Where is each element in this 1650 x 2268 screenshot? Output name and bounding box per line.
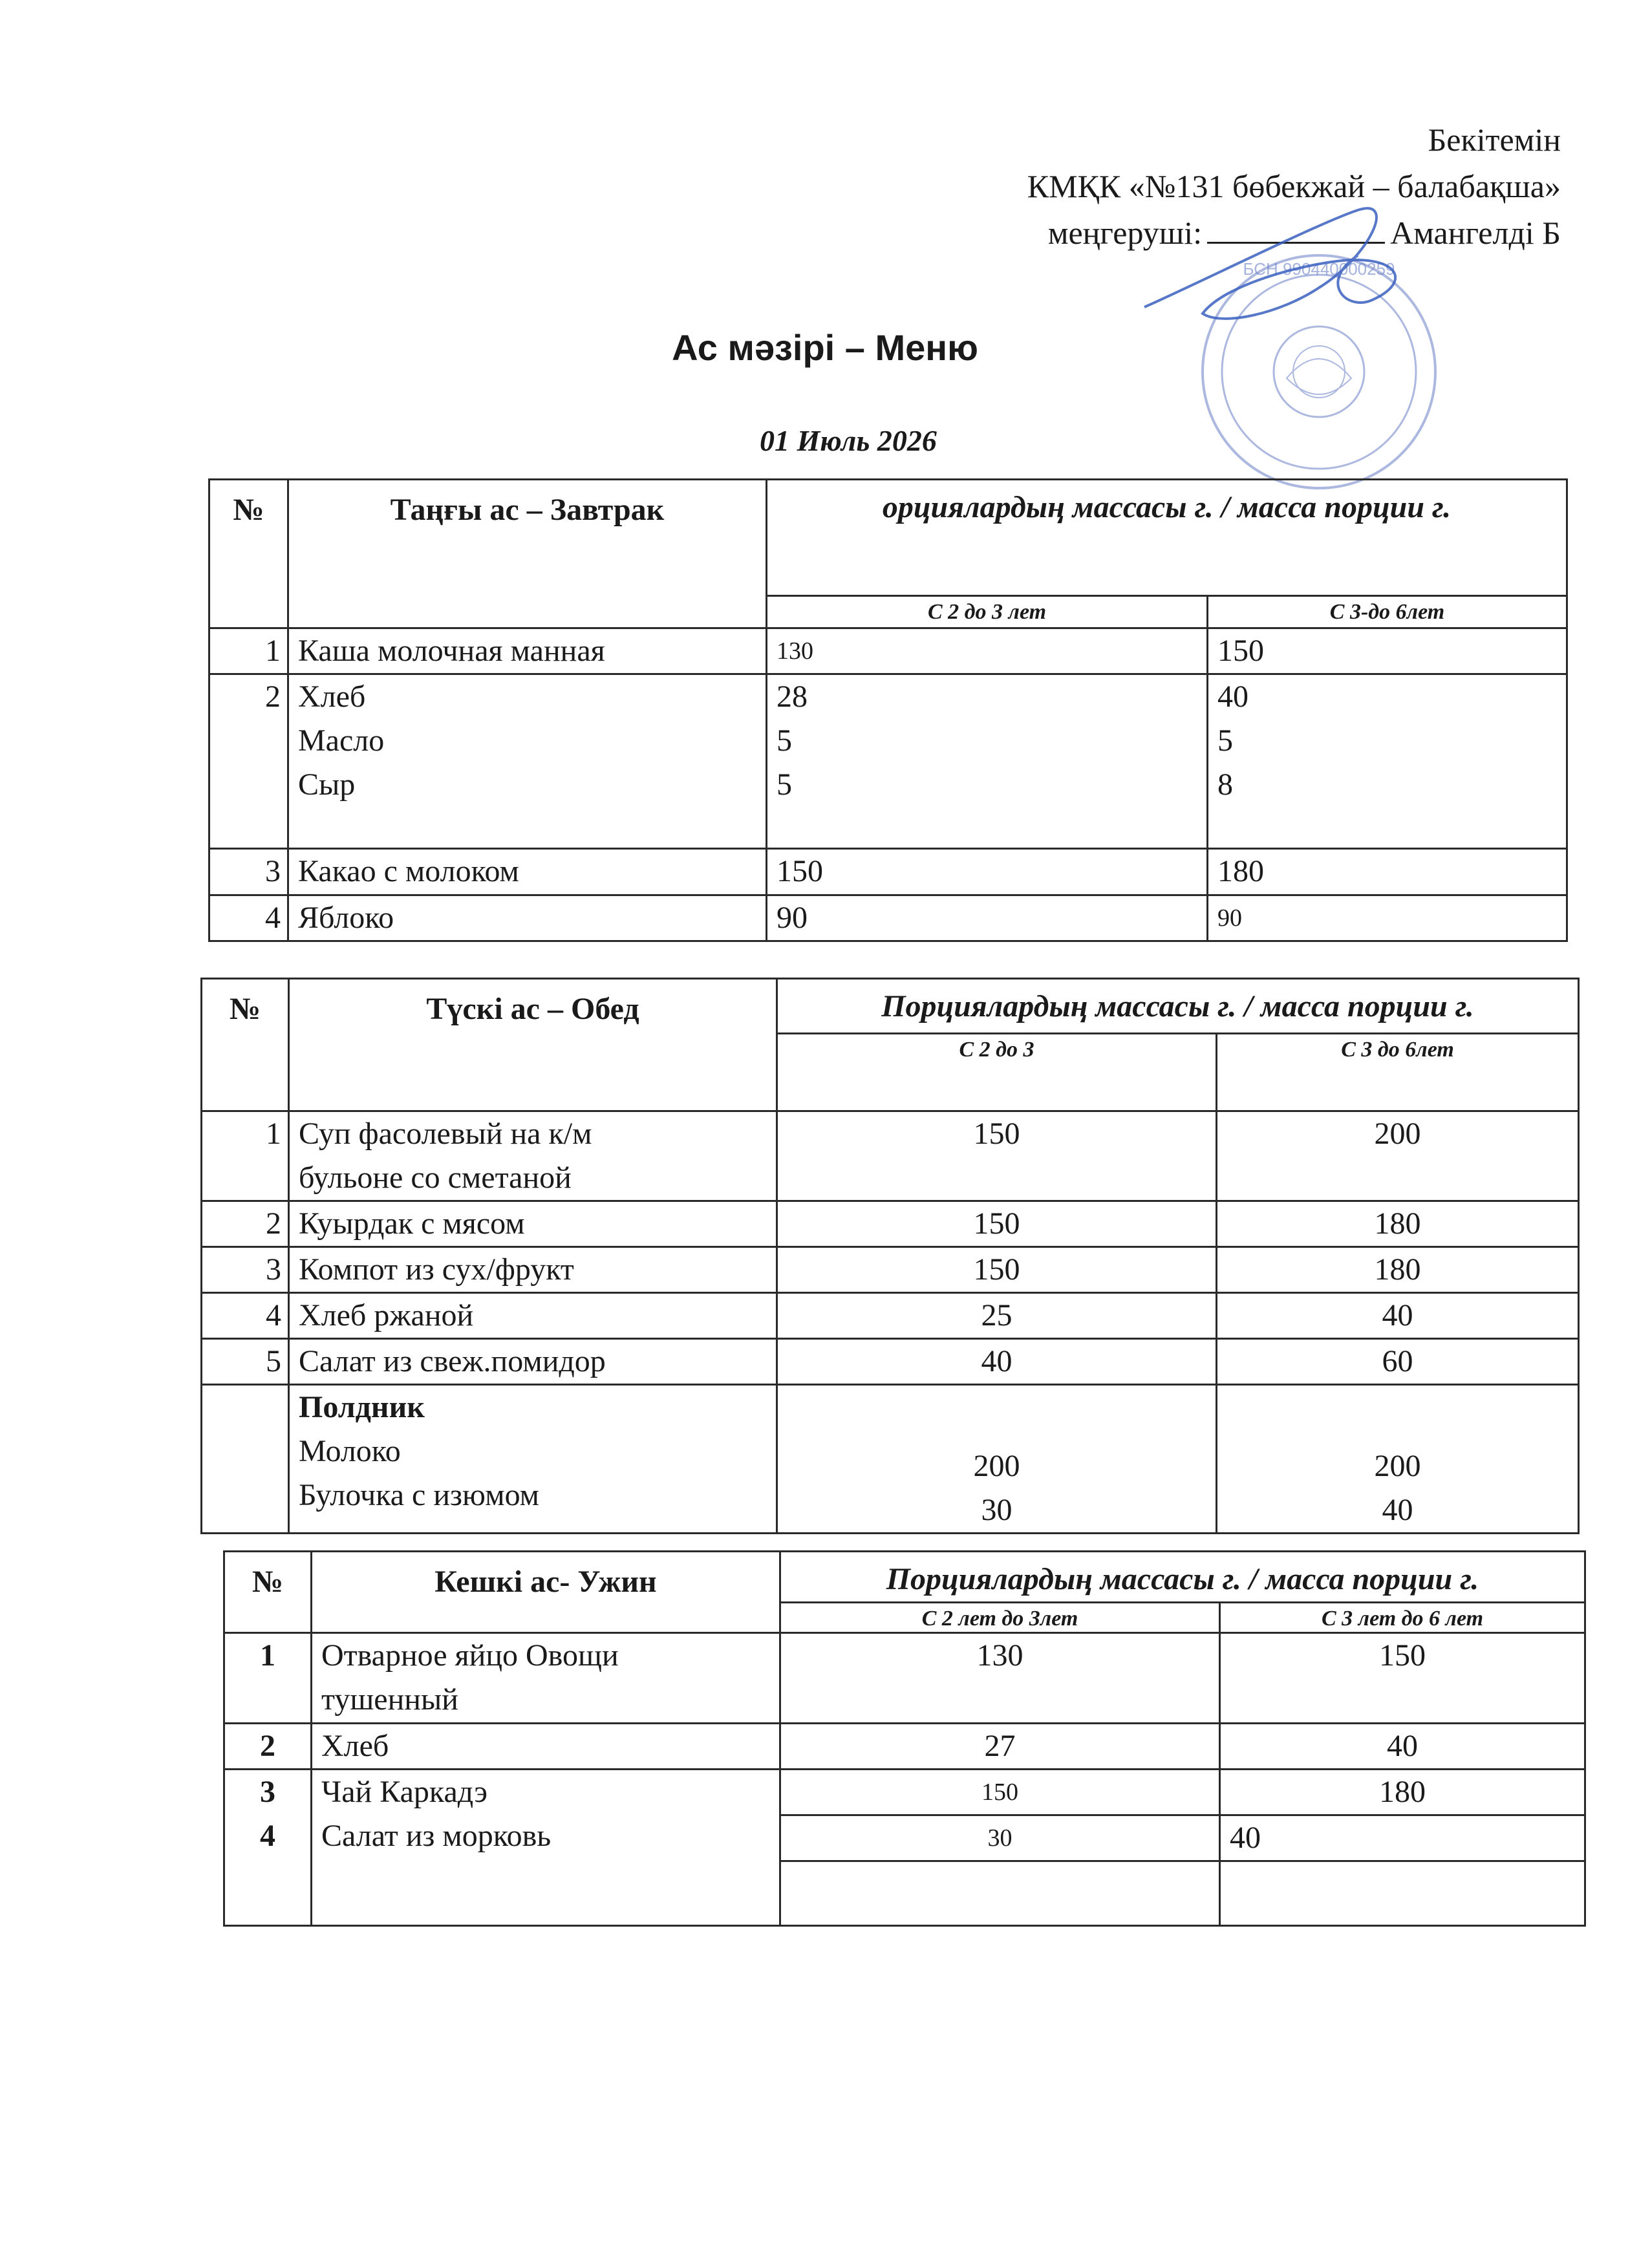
mass-value: 200: [1374, 1449, 1421, 1483]
dish-name: [289, 1111, 777, 1201]
dish-item: Молоко: [299, 1434, 401, 1468]
table-row: [209, 628, 1567, 674]
row-number: 1: [224, 1633, 312, 1724]
row-number: 1: [202, 1111, 289, 1201]
director-name: Амангелді Б: [1390, 215, 1561, 251]
table-row: [209, 674, 1567, 849]
header-meal: Кешкі ас- Ужин: [312, 1552, 780, 1633]
dish-item: бульоне со сметаной: [299, 1161, 572, 1195]
row-number: 5: [202, 1339, 289, 1385]
header-age-1: С 2 лет до 3лет: [780, 1603, 1220, 1633]
table-row: [209, 849, 1567, 895]
row-number: 2: [202, 1201, 289, 1247]
lunch-table: [200, 978, 1580, 1534]
row-number: 3: [202, 1247, 289, 1293]
mass-value: 40: [1382, 1493, 1413, 1527]
mass-value: 30: [981, 1493, 1012, 1527]
header-number: №: [224, 1552, 312, 1633]
mass-age-2: 180: [1217, 1201, 1579, 1247]
table-row: [224, 1770, 1585, 1815]
dinner-table: [223, 1550, 1586, 1927]
mass-age-1: 150: [777, 1111, 1217, 1201]
dish-item: Хлеб: [298, 679, 366, 714]
page-title: Ас мәзірі – Меню: [672, 327, 978, 368]
mass-age-2: [1208, 674, 1567, 849]
dish-item: Чай Каркадэ: [321, 1775, 488, 1809]
table-row: [202, 1339, 1579, 1385]
mass-value: 5: [777, 767, 792, 802]
mass-age-1: [767, 674, 1208, 849]
empty-cell: [780, 1861, 1220, 1926]
mass-age-1: 150: [777, 1247, 1217, 1293]
mass-age-1: 150: [780, 1770, 1220, 1815]
mass-age-2: 180: [1208, 849, 1567, 895]
row-number: [202, 1385, 289, 1534]
row-number: 1: [209, 628, 288, 674]
dish-name: Каша молочная манная: [288, 628, 767, 674]
mass-age-1: 27: [780, 1724, 1220, 1770]
header-mass: Порциялардың массасы г. / масса порции г.: [777, 979, 1579, 1034]
header-meal: Таңғы ас – Завтрак: [288, 480, 767, 628]
menu-date: 01 Июль 2026: [760, 424, 937, 457]
row-number-value: 3: [260, 1775, 275, 1809]
snack-title: Полдник: [299, 1390, 425, 1424]
mass-value: 200: [973, 1449, 1020, 1483]
table-row: [209, 895, 1567, 941]
dish-name: [312, 1633, 780, 1724]
dish-item: Сыр: [298, 767, 356, 802]
row-number: 3: [209, 849, 288, 895]
table-row: [202, 1111, 1579, 1201]
mass-age-2: 150: [1220, 1633, 1585, 1724]
header-number: №: [209, 480, 288, 628]
table-row: [202, 1201, 1579, 1247]
mass-age-1: 25: [777, 1293, 1217, 1339]
mass-age-1: 30: [780, 1815, 1220, 1861]
svg-text:БСН 990440000259: БСН 990440000259: [1243, 259, 1395, 279]
mass-age-2: 150: [1208, 628, 1567, 674]
header-age-2: С 3 лет до 6 лет: [1220, 1603, 1585, 1633]
dish-name: Хлеб ржаной: [289, 1293, 777, 1339]
dish-name: [312, 1770, 780, 1926]
mass-age-2: 60: [1217, 1339, 1579, 1385]
dish-item: Булочка с изюмом: [299, 1478, 540, 1512]
dish-item: тушенный: [321, 1682, 458, 1717]
table-row: [202, 1293, 1579, 1339]
empty-cell: [1220, 1861, 1585, 1926]
mass-age-2: 90: [1208, 895, 1567, 941]
mass-age-2: [1217, 1385, 1579, 1534]
mass-age-1: 130: [767, 628, 1208, 674]
mass-age-1: 130: [780, 1633, 1220, 1724]
dish-name: Хлеб: [312, 1724, 780, 1770]
mass-age-1: 90: [767, 895, 1208, 941]
row-number: 4: [209, 895, 288, 941]
mass-age-2: 40: [1220, 1815, 1585, 1861]
row-number: [224, 1770, 312, 1926]
header-mass: Порциялардың массасы г. / масса порции г.: [780, 1552, 1585, 1603]
dish-item: Салат из морковь: [321, 1819, 552, 1853]
table-row: [224, 1724, 1585, 1770]
approval-title: Бекітемін: [1428, 122, 1561, 158]
dish-item: Масло: [298, 723, 385, 758]
row-number: 2: [224, 1724, 312, 1770]
mass-value: 8: [1217, 767, 1233, 802]
table-header-row: [209, 480, 1567, 596]
header-number: №: [202, 979, 289, 1111]
mass-age-1: 150: [767, 849, 1208, 895]
mass-value: 5: [1217, 723, 1233, 758]
dish-name: Компот из сух/фрукт: [289, 1247, 777, 1293]
dish-item: Суп фасолевый на к/м: [299, 1117, 592, 1151]
header-age-2: С 3 до 6лет: [1217, 1034, 1579, 1111]
dish-item: Отварное яйцо Овощи: [321, 1638, 619, 1673]
table-row: [202, 1247, 1579, 1293]
organization-name: КМҚК «№131 бөбекжай – балабақша»: [1027, 168, 1561, 204]
dish-name: Какао с молоком: [288, 849, 767, 895]
row-number: 4: [202, 1293, 289, 1339]
mass-age-1: 40: [777, 1339, 1217, 1385]
table-row: [224, 1633, 1585, 1724]
header-meal: Түскі ас – Обед: [289, 979, 777, 1111]
row-number-value: 4: [260, 1819, 275, 1853]
row-number: 2: [209, 674, 288, 849]
mass-age-2: 180: [1217, 1247, 1579, 1293]
header-mass: орциялардың массасы г. / масса порции г.: [767, 480, 1567, 596]
director-label: меңгеруші:: [1047, 215, 1203, 251]
mass-age-2: 180: [1220, 1770, 1585, 1815]
header-age-2: С 3-до 6лет: [1208, 596, 1567, 628]
breakfast-table: [208, 478, 1568, 942]
mass-age-1: 150: [777, 1201, 1217, 1247]
dish-name: Куырдак с мясом: [289, 1201, 777, 1247]
mass-age-2: 40: [1220, 1724, 1585, 1770]
dish-name: Салат из свеж.помидор: [289, 1339, 777, 1385]
header-age-1: С 2 до 3 лет: [767, 596, 1208, 628]
mass-age-2: 200: [1217, 1111, 1579, 1201]
dish-name: [288, 674, 767, 849]
snack-row: [202, 1385, 1579, 1534]
snack-items: [289, 1385, 777, 1534]
header-age-1: С 2 до 3: [777, 1034, 1217, 1111]
mass-value: 5: [777, 723, 792, 758]
mass-age-2: 40: [1217, 1293, 1579, 1339]
mass-value: 40: [1217, 679, 1248, 714]
mass-value: 28: [777, 679, 808, 714]
mass-age-1: [777, 1385, 1217, 1534]
dish-name: Яблоко: [288, 895, 767, 941]
